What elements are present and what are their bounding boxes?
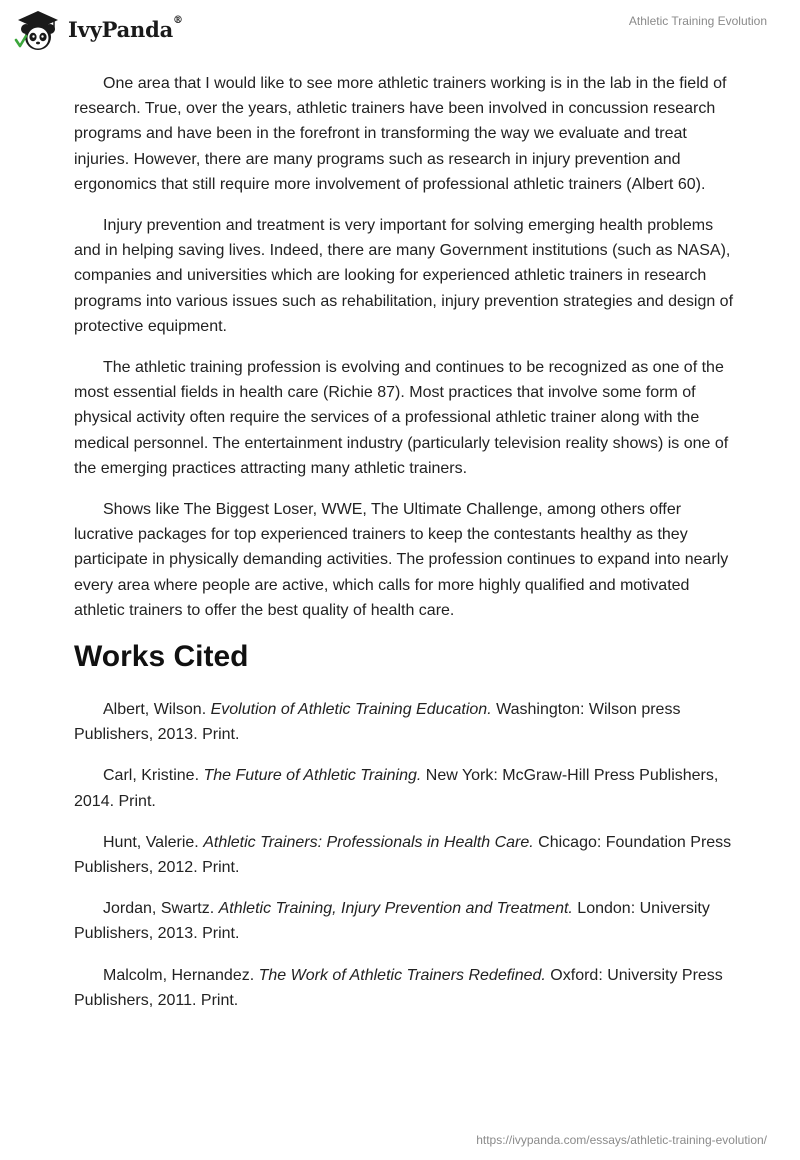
citation-entry: Hunt, Valerie. Athletic Trainers: Professionals in Health Care. Chicago: Foundation Press Publishers, 2012. Print. [74,833,732,877]
ivypanda-logo[interactable] [14,6,183,52]
citation-entry: Jordan, Swartz. Athletic Training, Injury Prevention and Treatment. London: University Publishers, 2013. Print. [74,900,710,943]
running-title: Athletic Training Evolution [628,14,767,28]
page-header [0,0,800,60]
citation-entry: Malcolm, Hernandez. The Work of Athletic Trainers Redefined. Oxford: University Press Publishers, 2011. Print. [74,966,723,1009]
citation-entry: Albert, Wilson. Evolution of Athletic Training Education. Washington: Wilson press Publishers, 2013. Print. [74,701,681,744]
citation-entry: Carl, Kristine. The Future of Athletic Training. New York: McGraw-Hill Press Publishers, 2014. Print. [74,767,719,810]
body-paragraph: Shows like The Biggest Loser, WWE, The Ultimate Challenge, among others offer lucrative packages for top experienced trainers to keep the contestants healthy as they participate in physically demanding activities. The profession continues to expand into nearly every area where people are active, which calls for more highly qualified and motivated athletic trainers to offer the best quality of health care. [74,501,729,619]
body-paragraph: Injury prevention and treatment is very important for solving emerging health problems and in helping saving lives. Indeed, there are many Government institutions (such as NASA), companies and universities which are looking for experienced athletic trainers in research programs into various issues such as rehabilitation, injury prevention strategies and design of protective equipment. [74,217,734,335]
source-url[interactable]: https://ivypanda.com/essays/athletic-training-evolution/ [476,1133,767,1147]
body-paragraph: The athletic training profession is evolving and continues to be recognized as one of the most essential fields in health care (Richie 87). Most practices that involve some form of physical activity often require the services of a professional athletic trainer along with the medical personnel. The entertainment industry (particularly television reality shows) is one of the emerging practices attracting many athletic trainers. [74,359,729,477]
works-cited-heading: Works Cited [74,640,249,674]
panda-logo-icon [14,6,62,52]
brand-name: IvyPanda® [68,14,183,42]
body-paragraph: One area that I would like to see more athletic trainers working is in the lab in the field of research. True, over the years, athletic trainers have been involved in concussion research programs and have been in the forefront in transforming the way we evaluate and treat injuries. However, there are many programs such as research in injury prevention and ergonomics that still require more involvement of professional athletic trainers (Albert 60). [74,75,727,193]
essay-content [74,71,734,1029]
